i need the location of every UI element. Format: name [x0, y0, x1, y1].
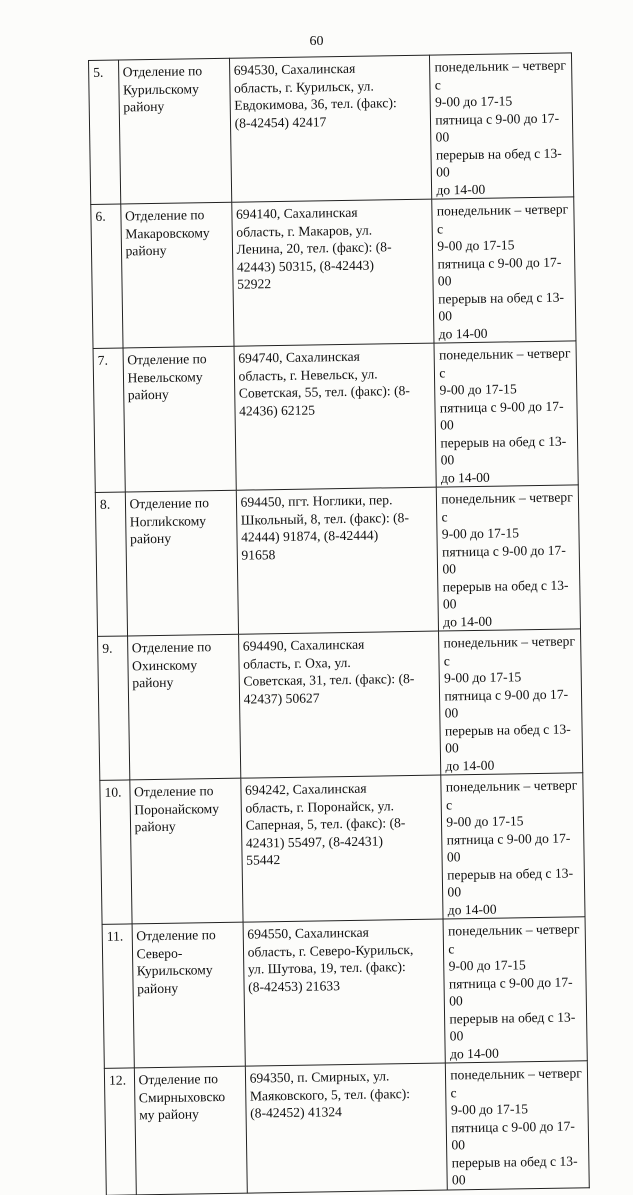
office-hours: понедельник – четверг с 9-00 до 17-15 пятница с 9-00 до 17-00 перерыв на обед с 13-00 до 14-00 [437, 485, 581, 631]
table-row [98, 629, 583, 781]
table-row [100, 773, 585, 925]
office-address: 694350, п. Смирных, ул. Маяковского, 5, тел. (факс): (8-42452) 41324 [245, 1063, 448, 1193]
table-row [91, 197, 576, 349]
office-address: 694450, пгт. Ноглики, пер. Школьный, 8, тел. (факс): (8- 42444) 91874, (8-42444) 91658 [236, 487, 439, 634]
office-hours: понедельник – четверг с 9-00 до 17-15 пятница с 9-00 до 17-00 перерыв на обед с 13-00 [446, 1061, 590, 1190]
office-hours: понедельник – четверг с 9-00 до 17-15 пятница с 9-00 до 17-00 перерыв на обед с 13-00 до 14-00 [443, 917, 587, 1063]
office-name: Отделение по Макаровскому району [120, 202, 233, 348]
office-name: Отделение по Ноглиkскому району [125, 490, 238, 636]
table-row [89, 53, 574, 205]
row-number: 9. [98, 636, 130, 780]
table-row [102, 917, 587, 1069]
office-hours: понедельник – четверг с 9-00 до 17-15 пятница с 9-00 до 17-00 перерыв на обед с 13-00 до 14-00 [439, 629, 583, 775]
table-row [93, 341, 578, 493]
office-address: 694242, Сахалинская область, г. Поронайск, ул. Саперная, 5, тел. (факс): (8- 42431) 55497, (8-42431) 55442 [240, 775, 443, 922]
row-number: 8. [95, 492, 127, 636]
row-number: 6. [91, 204, 123, 348]
table-row [104, 1061, 589, 1195]
office-hours: понедельник – четверг с 9-00 до 17-15 пятница с 9-00 до 17-00 перерыв на обед с 13-00 до 14-00 [430, 53, 574, 199]
office-address: 694550, Сахалинская область, г. Северо-Курильск, ул. Шутова, 19, тел. (факс): (8-42453) 21633 [243, 919, 446, 1066]
row-number: 5. [89, 60, 121, 204]
office-name: Отделение по Поронайскому району [129, 778, 242, 924]
office-address: 694740, Сахалинская область, г. Невельск, ул. Советская, 55, тел. (факс): (8- 42436) 62125 [234, 343, 437, 490]
row-number: 10. [100, 780, 132, 924]
office-hours: понедельник – четверг с 9-00 до 17-15 пятница с 9-00 до 17-00 перерыв на обед с 13-00 до 14-00 [441, 773, 585, 919]
office-address: 694140, Сахалинская область, г. Макаров, ул. Ленина, 20, тел. (факс): (8- 42443) 50315, (8-42443) 52922 [231, 199, 434, 346]
office-name: Отделение по Охинскому району [127, 634, 240, 780]
office-hours: понедельник – четверг с 9-00 до 17-15 пятница с 9-00 до 17-00 перерыв на обед с 13-00 до 14-00 [434, 341, 578, 487]
office-table-container [88, 52, 590, 1195]
row-number: 11. [102, 924, 134, 1068]
office-address: 694530, Сахалинская область, г. Курильск, ул. Евдокимова, 36, тел. (факс): (8-42454) 42417 [229, 55, 432, 202]
office-name: Отделение по Курильскому району [118, 58, 231, 204]
office-name: Отделение по Северо- Курильскому району [132, 922, 245, 1068]
row-number: 12. [104, 1068, 136, 1195]
row-number: 7. [93, 348, 125, 492]
office-name: Отделение по Смирныховско му району [134, 1066, 247, 1194]
office-address: 694490, Сахалинская область, г. Оха, ул. Советская, 31, тел. (факс): (8- 42437) 50627 [238, 631, 441, 778]
office-hours: понедельник – четверг с 9-00 до 17-15 пятница с 9-00 до 17-00 перерыв на обед с 13-00 до 14-00 [432, 197, 576, 343]
page-number: 60 [309, 34, 324, 49]
office-name: Отделение по Невельскому району [123, 346, 236, 492]
table-row [95, 485, 580, 637]
office-table [88, 52, 590, 1195]
